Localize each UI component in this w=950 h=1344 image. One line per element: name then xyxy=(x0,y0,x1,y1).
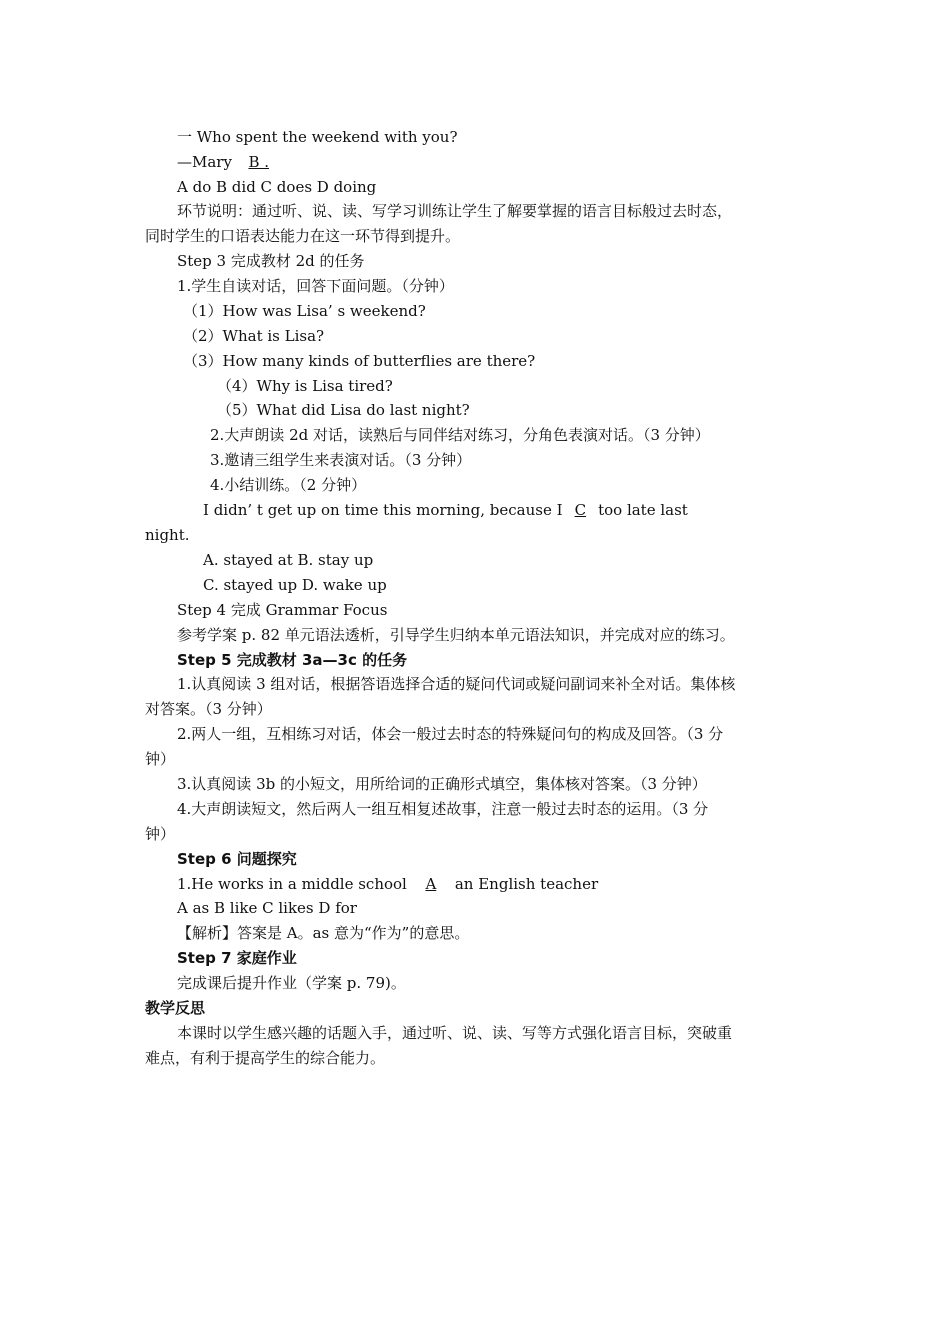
step5-item4-cont: 钟） xyxy=(145,825,176,843)
step6-question xyxy=(177,874,598,894)
step5-item2: 2.两人一组，互相练习对话，体会一般过去时态的特殊疑问句的构成及回答。（3 分 xyxy=(177,725,724,743)
options-1: A do B did C does D doing xyxy=(177,178,377,196)
step5-item3: 3.认真阅读 3b 的小短文，用所给词的正确形式填空，集体核对答案。（3 分钟） xyxy=(177,775,707,793)
reflection-text-line2: 难点，有利于提高学生的综合能力。 xyxy=(145,1049,386,1067)
question-blank: A xyxy=(425,875,437,893)
analysis: 【解析】答案是 A。as 意为“作为”的意思。 xyxy=(177,924,470,942)
question-1: （1）How was Lisa’ s weekend? xyxy=(183,302,426,320)
exercise-sentence-cont: night. xyxy=(145,526,190,544)
answer-prefix: —Mary xyxy=(177,153,237,171)
section-note-line1: 环节说明：通过听、说、读、写学习训练让学生了解要掌握的语言目标般过去时态， xyxy=(177,202,733,220)
dialog-question: 一 Who spent the weekend with you? xyxy=(177,128,458,146)
step5-item4: 4.大声朗读短文，然后两人一组互相复述故事，注意一般过去时态的运用。（3 分 xyxy=(177,800,709,818)
step3-item1: 1.学生自读对话，回答下面问题。（分钟） xyxy=(177,277,454,295)
options-2a: A. stayed at B. stay up xyxy=(203,551,374,569)
question-5: （5）What did Lisa do last night? xyxy=(217,401,470,419)
step3-item2: 2.大声朗读 2d 对话，读熟后与同伴结对练习，分角色表演对话。（3 分钟） xyxy=(210,426,710,444)
section-note-line2: 同时学生的口语表达能力在这一环节得到提升。 xyxy=(145,227,461,245)
exercise-sentence xyxy=(203,500,688,520)
reflection-text-line1: 本课时以学生感兴趣的话题入手，通过听、说、读、写等方式强化语言目标，突破重 xyxy=(177,1024,733,1042)
step4-heading: Step 4 完成 Grammar Focus xyxy=(177,601,388,619)
step3-item3: 3.邀请三组学生来表演对话。（3 分钟） xyxy=(210,451,472,469)
sentence-suffix: too late last xyxy=(593,501,688,519)
step5-item2-cont: 钟） xyxy=(145,750,176,768)
step3-item4: 4.小结训练。（2 分钟） xyxy=(210,476,367,494)
step6-heading: Step 6 问题探究 xyxy=(177,850,297,868)
question-prefix: 1.He works in a middle school xyxy=(177,875,407,893)
question-suffix: an English teacher xyxy=(454,875,599,893)
options-3: A as B like C likes D for xyxy=(177,899,357,917)
step5-heading: Step 5 完成教材 3a—3c 的任务 xyxy=(177,651,408,669)
step5-item1: 1.认真阅读 3 组对话，根据答语选择合适的疑问代词或疑问副词来补全对话。集体核 xyxy=(177,675,736,693)
question-2: （2）What is Lisa? xyxy=(183,327,325,345)
step4-text: 参考学案 p. 82 单元语法透析，引导学生归纳本单元语法知识，并完成对应的练习。 xyxy=(177,626,735,644)
dialog-answer xyxy=(177,152,281,172)
step7-heading: Step 7 家庭作业 xyxy=(177,949,297,967)
answer-blank: B . xyxy=(248,153,269,171)
question-3: （3）How many kinds of butterflies are there? xyxy=(183,352,536,370)
step7-text: 完成课后提升作业（学案 p. 79)。 xyxy=(177,974,406,992)
step5-item1-cont: 对答案。（3 分钟） xyxy=(145,700,272,718)
reflection-heading: 教学反思 xyxy=(145,999,206,1017)
sentence-blank: C xyxy=(574,501,587,519)
step3-heading: Step 3 完成教材 2d 的任务 xyxy=(177,252,365,270)
options-2b: C. stayed up D. wake up xyxy=(203,576,387,594)
question-4: （4）Why is Lisa tired? xyxy=(217,377,393,395)
sentence-prefix: I didn’ t get up on time this morning, because I xyxy=(203,501,568,519)
